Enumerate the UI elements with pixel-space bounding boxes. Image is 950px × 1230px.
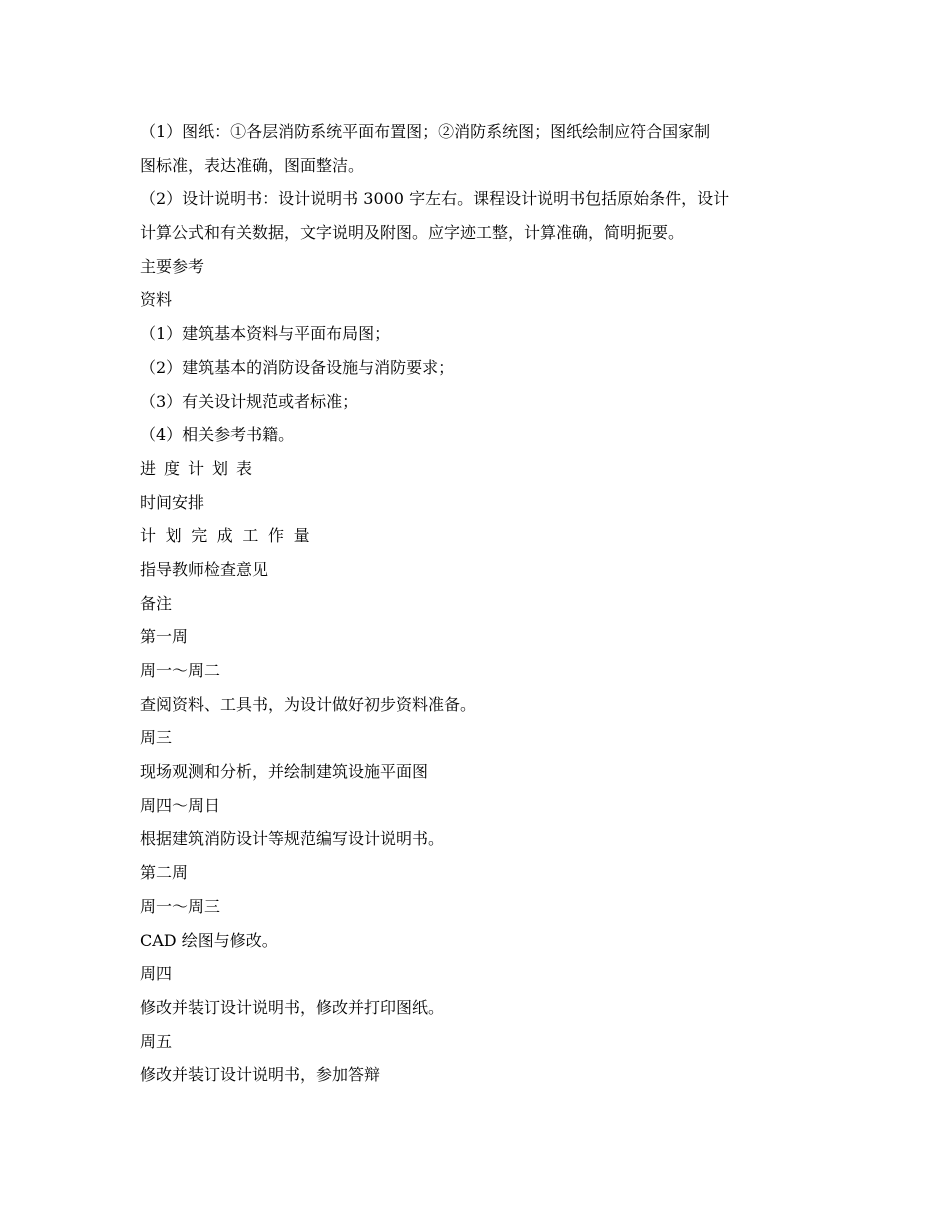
day-range: 周一～周三 [140,896,221,916]
task-text: 现场观测和分析，并绘制建筑设施平面图 [140,762,429,782]
column-header: 备注 [140,593,173,613]
reference-item: （1）建筑基本资料与平面布局图； [140,324,391,344]
week-label: 第一周 [140,627,189,647]
document-body [140,115,820,1092]
column-header: 计划完成工作量 [140,526,320,546]
day-range: 周三 [140,728,173,748]
text-line: （1）图纸：①各层消防系统平面布置图；②消防系统图；图纸绘制应符合国家制 [140,122,711,141]
task-text: 修改并装订设计说明书，参加答辩 [140,1065,381,1085]
task-text: 查阅资料、工具书，为设计做好初步资料准备。 [140,694,477,714]
column-header: 时间安排 [140,492,205,512]
schedule-title: 进度计划表 [140,458,261,478]
reference-item: （4）相关参考书籍。 [140,425,295,445]
day-range: 周四～周日 [140,795,221,815]
reference-item: （2）建筑基本的消防设备设施与消防要求； [140,357,455,377]
text-line: 图标准，表达准确，图面整洁。 [140,155,365,175]
week-label: 第二周 [140,863,189,883]
task-text: CAD 绘图与修改。 [140,930,278,950]
day-range: 周一～周二 [140,661,221,680]
reference-item: （3）有关设计规范或者标准； [140,391,359,411]
column-header: 指导教师检查意见 [140,559,269,579]
task-text: 根据建筑消防设计等规范编写设计说明书。 [140,829,445,849]
day-range: 周四 [140,964,173,984]
section-heading: 主要参考 [140,256,205,276]
day-range: 周五 [140,1031,173,1051]
section-heading: 资料 [140,290,173,310]
text-line: （2）设计说明书：设计说明书 3000 字左右。课程设计说明书包括原始条件，设计 [140,189,730,209]
task-text: 修改并装订设计说明书，修改并打印图纸。 [140,997,445,1017]
text-line: 计算公式和有关数据，文字说明及附图。应字迹工整，计算准确，简明扼要。 [140,223,685,243]
